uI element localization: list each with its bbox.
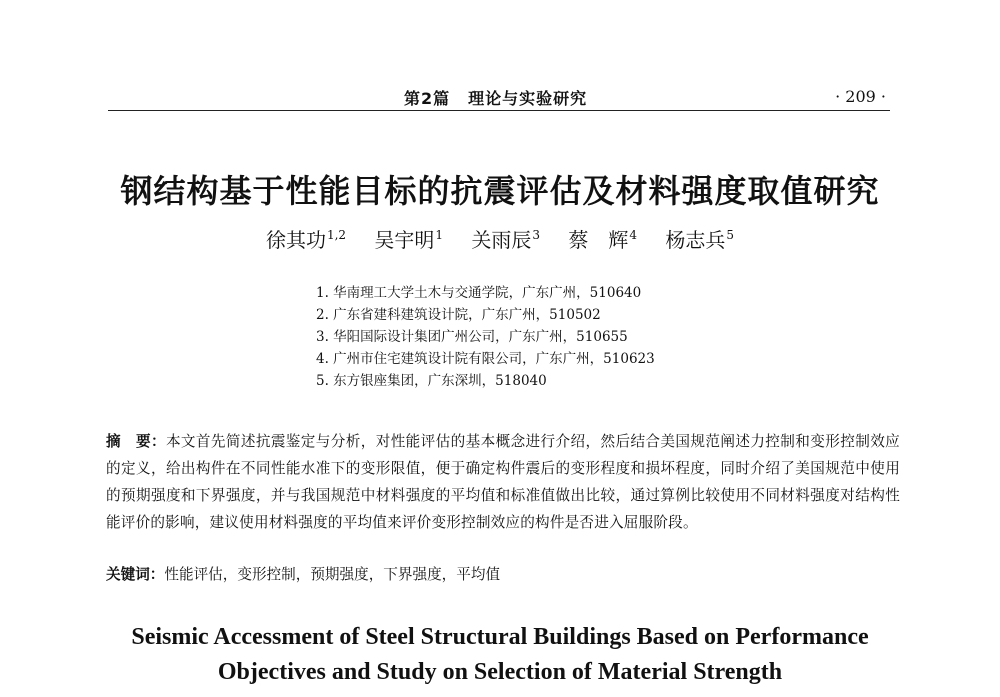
page-number: · 209 · (835, 87, 886, 106)
abstract-label: 摘 要： (106, 433, 166, 450)
author-affiliation-mark: 1 (435, 228, 444, 243)
keywords-text: 性能评估，变形控制，预期强度，下界强度，平均值 (164, 566, 501, 583)
affiliation-2: 2. 广东省建科建筑设计院，广东广州，510502 (316, 307, 601, 323)
abstract (106, 428, 900, 536)
author-name: 关雨辰 (471, 228, 532, 252)
author-1 (266, 224, 346, 253)
keywords-label: 关键词： (106, 566, 165, 583)
author-affiliation-mark: 1,2 (326, 228, 347, 243)
paper-title: 钢结构基于性能目标的抗震评估及材料强度取值研究 (120, 172, 880, 210)
author-name: 吴宇明 (374, 228, 435, 252)
author-3 (471, 224, 540, 253)
affiliation-list (316, 282, 916, 392)
author-4 (568, 224, 637, 253)
affiliation-4: 4. 广州市住宅建筑设计院有限公司，广东广州，510623 (316, 351, 655, 367)
keywords (106, 563, 900, 587)
section-title: 理论与实验研究 (468, 89, 588, 108)
section-heading (404, 86, 587, 109)
author-name: 杨志兵 (665, 228, 726, 252)
english-title-line-1: Seismic Accessment of Steel Structural Buildings Based on Performance (131, 624, 869, 650)
author-affiliation-mark: 4 (629, 228, 638, 243)
author-affiliation-mark: 5 (726, 228, 735, 243)
author-5 (665, 224, 734, 253)
author-2 (374, 224, 443, 253)
author-affiliation-mark: 3 (532, 228, 541, 243)
author-list (0, 224, 1000, 253)
english-title-line-2: Objectives and Study on Selection of Material Strength (217, 659, 783, 685)
affiliation-3: 3. 华阳国际设计集团广州公司，广东广州，510655 (316, 329, 628, 345)
section-number: 第2篇 (404, 89, 451, 108)
running-header (108, 82, 890, 111)
english-title (0, 620, 1000, 690)
author-name: 徐其功 (265, 228, 326, 252)
author-name: 蔡 辉 (568, 228, 629, 252)
abstract-text: 本文首先简述抗震鉴定与分析，对性能评估的基本概念进行介绍，然后结合美国规范阐述力控制和变形控制效应的定义，给出构件在不同性能水准下的变形限值，便于确定构件震后的变形程度和损坏程度，同时介绍了美国规范中使用的预期强度和下界强度，并与我国规范中材料强度的平均值和标准值做出比较，通过算例比较使用不同材料强度对结构性能评价的影响，建议使用材料强度的平均值来评价变形控制效应的构件是否进入屈服阶段。 (106, 433, 900, 531)
affiliation-5: 5. 东方银座集团，广东深圳，518040 (316, 373, 547, 389)
affiliation-1: 1. 华南理工大学土木与交通学院，广东广州，510640 (316, 285, 642, 301)
